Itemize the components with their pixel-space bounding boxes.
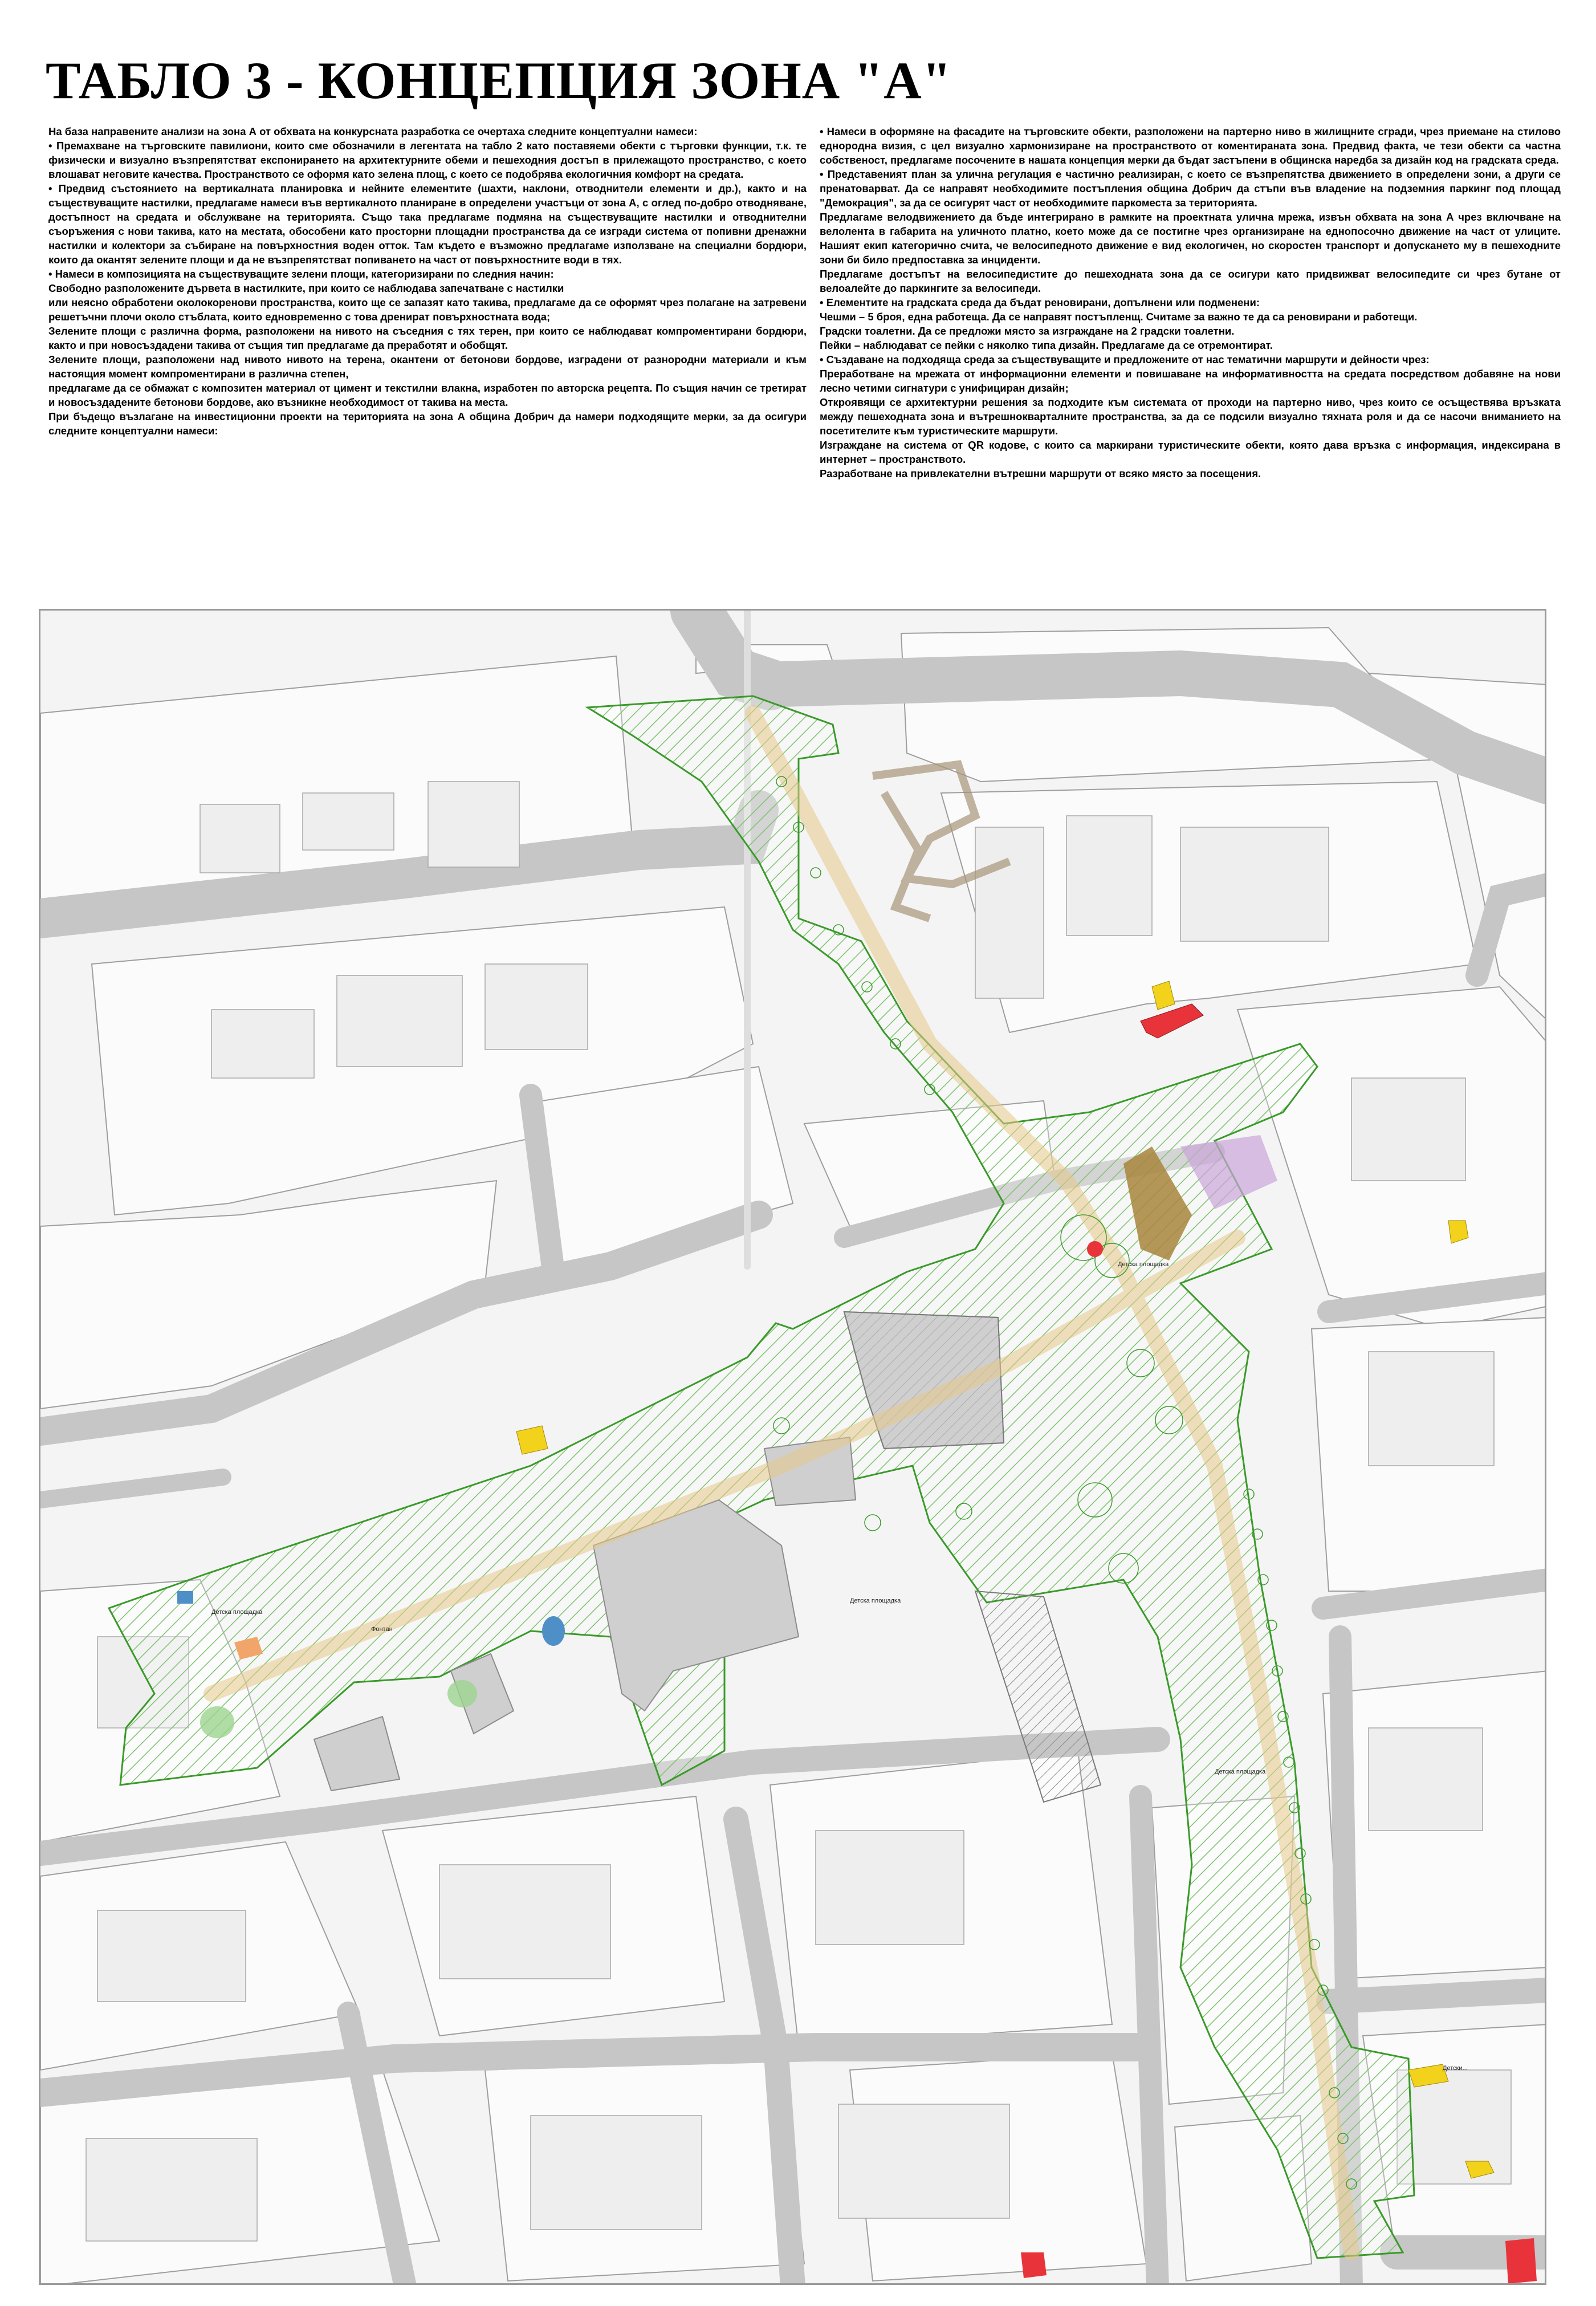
- right-column-paragraph: Изграждане на система от QR кодове, с които са маркирани туристическите обекти, която дава връзка с информация, индексирана в интернет – пространството.: [820, 439, 1561, 465]
- right-column-paragraph: Предлагаме велодвижението да бъде интегрирано в рамките на проектната улична мрежа, извън обхвата на зона А чрез включване на велолента в габарита на уличното платно, което може да се постигне чрез организиране на еднопосочно движение на част от улиците. Нашият екип категорично счита, че велосипедното движение е вид екологичен, но скоростен транспорт и допускането му в пешеходните зони би било предпоставка за инциденти.: [820, 211, 1561, 266]
- left-column-paragraph: • Намеси в композицията на съществуващите зелени площи, категоризирани по следния начин:: [48, 268, 554, 280]
- left-column-paragraph: Зелените площи с различна форма, разположени на нивото на съседния с тях терен, при които се наблюдават компроментирани бордюри, както и при новосъздадени такива от същия тип предлагаме да преработят и обобщят.: [48, 325, 807, 351]
- map-label-5: Детска площадка: [1215, 1768, 1266, 1775]
- map-label-6: Детски...: [1443, 2065, 1468, 2072]
- left-column-paragraph: При бъдещо възлагане на инвестиционни проекти на територията на зона А община Добрич да намери подходящите мерки, за да осигури следните концептуални намеси:: [48, 410, 807, 437]
- site-plan-svg: [40, 611, 1546, 2285]
- text-column-left: [48, 124, 807, 438]
- map-label-1: Детска площадка: [1118, 1261, 1169, 1268]
- right-column-paragraph: Разработване на привлекателни вътрешни маршрути от всяко място за посещения.: [820, 467, 1261, 479]
- right-column-paragraph: • Елементите на градската среда да бъдат реновирани, допълнени или подменени:: [820, 296, 1260, 308]
- left-column-paragraph: Свободно разположените дървета в настилките, при които се наблюдава запечатване с настилки: [48, 282, 564, 294]
- map-label-4: Детска площадка: [850, 1597, 901, 1604]
- left-column-paragraph: Зелените площи, разположени над нивото нивото на терена, окантени от бетонови бордове, изградени от разнородни материали и към настоящия момент компроментирани в различна степен,: [48, 353, 807, 380]
- map-label-3: Детска площадка: [211, 1609, 263, 1616]
- right-column-paragraph: • Представеният план за улична регулация е частично реализиран, с което се възпрепятства движението в определени зони, а други се пренатоварват. Да се направят необходимите постъпления община Добрич да стъпи във владение на подземния паркинг под площад "Демокрация", за да се осигурят част от необходимите паркоместа за територията.: [820, 168, 1561, 209]
- right-column-paragraph: • Създаване на подходяща среда за съществуващите и предложените от нас тематични маршрути и дейности чрез:: [820, 353, 1430, 365]
- right-column-paragraph: Градски тоалетни. Да се предложи място за изграждане на 2 градски тоалетни.: [820, 325, 1235, 337]
- left-column-paragraph: • Предвид състоянието на вертикалната планировка и нейните елементите (шахти, наклони, отводнители елементи и др.), както и на съществуващите настилки, предлагаме намеси във вертикалното планиране в определени участъци от зона А, с оглед по-добро отводняване, достъпност на средата и обслужване на територията. Също така предлагаме подмяна на съществуващите настилки и отводнителни съоръжения с нови такива, като на местата, обособени като просторни площадни пространства да се изгради система от попивни дренажни настилки и колектори за събиране на повърхностния воден отток. Там където е възможно предлагаме използване на специални бордюри, които да окантят зелените площи и да не възпрепятстват попиването на част от повърхностните води в тях.: [48, 182, 807, 266]
- map-label-2: Фонтан: [371, 1626, 393, 1633]
- concept-map[interactable]: [39, 609, 1546, 2285]
- right-column-paragraph: Откроявящи се архитектурни решения за подходите към системата от проходи на партерно ниво, чрез които се осъществява връзката между пешеходната зона и вътрешнокварталните пространства, за да се подсили визуално тяхната роля и да се насочи вниманието на посетителите към туристическите маршрути.: [820, 396, 1561, 437]
- right-column-paragraph: Предлагаме достъпът на велосипедистите до пешеходната зона да се осигури като придвижват велосипедите си чрез бутане от велоалейте до паркингите за велосипеди.: [820, 268, 1561, 294]
- right-column-paragraph: • Намеси в оформяне на фасадите на търговските обекти, разположени на партерно ниво в жилищните сгради, чрез приемане на стилово еднородна визия, с цел визуално хармонизиране на пространството от коментираната зона. Предвид факта, че тези обекти са частна собственост, предлагаме посочените в нашата концепция мерки да бъдат застъпени в общинска наредба за дизайн код на градската среда.: [820, 125, 1561, 166]
- left-column-paragraph: • Премахване на търговските павилиони, които сме обозначили в легентата на табло 2 като поставяеми обекти с търговки функции, т.к. те физически и визуално възпрепятстват експонирането на архитектурните обеми и пешеходния достъп в прилежащото пространство, с което влошават неговите качества. Пространството се оформя като зелена площ, с което се подобрява екологичния комфорт на средата.: [48, 140, 807, 180]
- left-column-paragraph: предлагаме да се обмажат с композитен материал от цимент и текстилни влакна, изработен по авторска рецепта. По същия начин се третират и новосъздадените бетонови бордове, ако възникне необходимост от такива на места.: [48, 382, 807, 408]
- left-column-paragraph: или неясно обработени околокоренови пространства, които ще се запазят като такива, предлагаме да се оформят чрез полагане на затревени решетъчни плочи около стъблата, които едновременно с това дренират повърхностната вода;: [48, 296, 807, 323]
- right-column-paragraph: Чешми – 5 броя, една работеща. Да се направят постъпленщ. Считаме за важно те да са реновирани и работещи.: [820, 311, 1418, 323]
- text-column-right: [820, 124, 1561, 481]
- right-column-paragraph: Преработване на мрежата от информационни елементи и повишаване на информативността на средата посредством добавяне на нови лесно четими сигнатури с унифициран дизайн;: [820, 368, 1561, 394]
- right-column-paragraph: Пейки – наблюдават се пейки с няколко типа дизайн. Предлагаме да се отремонтират.: [820, 339, 1273, 351]
- page-title: ТАБЛО 3 - КОНЦЕПЦИЯ ЗОНА "А": [46, 51, 952, 109]
- left-column-paragraph: На база направените анализи на зона А от обхвата на конкурсната разработка се очертаха следните концептуални намеси:: [48, 125, 698, 137]
